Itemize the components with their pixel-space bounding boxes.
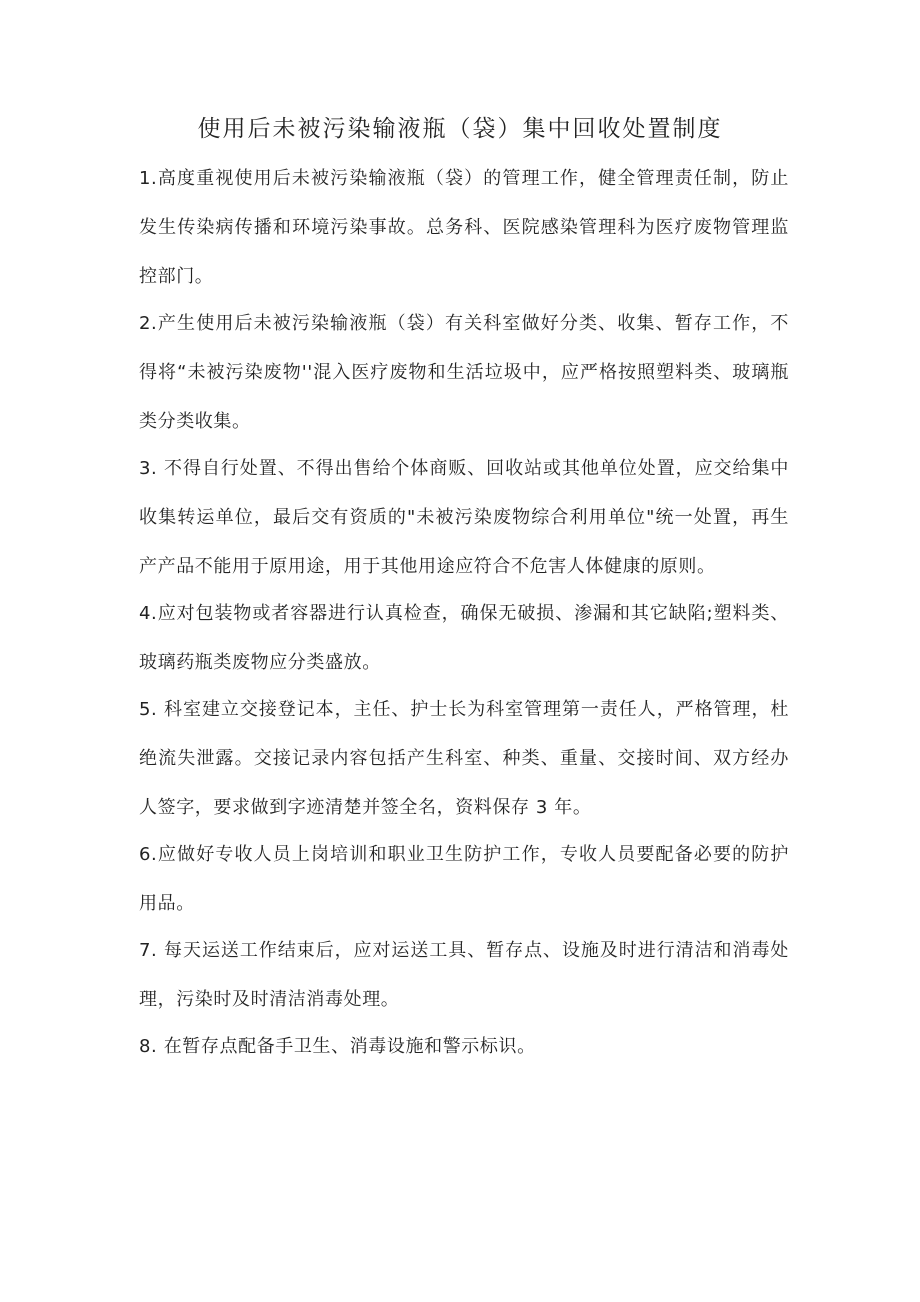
paragraph-4: 4.应对包装物或者容器进行认真检查，确保无破损、渗漏和其它缺陷;塑料类、玻璃药瓶类废物应分类盛放。 (139, 603, 789, 673)
paragraph-8: 8. 在暂存点配备手卫生、消毒设施和警示标识。 (139, 1036, 536, 1057)
document-body (139, 154, 789, 1069)
paragraph-2: 2.产生使用后未被污染输液瓶（袋）有关科室做好分类、收集、暂存工作，不得将“未被污染废物''混入医疗废物和生活垃圾中，应严格按照塑料类、玻璃瓶类分类收集。 (139, 313, 789, 432)
paragraph-1: 1.高度重视使用后未被污染输液瓶（袋）的管理工作，健全管理责任制，防止发生传染病传播和环境污染事故。总务科、医院感染管理科为医疗废物管理监控部门。 (139, 168, 789, 287)
paragraph-5: 5. 科室建立交接登记本，主任、护士长为科室管理第一责任人，严格管理，杜绝流失泄露。交接记录内容包括产生科室、种类、重量、交接时间、双方经办人签字，要求做到字迹清楚并签全名，资料保存 3 年。 (139, 699, 789, 818)
document-title: 使用后未被污染输液瓶（袋）集中回收处置制度 (197, 116, 723, 142)
paragraph-6: 6.应做好专收人员上岗培训和职业卫生防护工作，专收人员要配备必要的防护用品。 (139, 844, 789, 914)
paragraph-7: 7. 每天运送工作结束后，应对运送工具、暂存点、设施及时进行清洁和消毒处理，污染时及时清洁消毒处理。 (139, 940, 789, 1010)
paragraph-3: 3. 不得自行处置、不得出售给个体商贩、回收站或其他单位处置，应交给集中收集转运单位，最后交有资质的"未被污染废物综合利用单位"统一处置，再生产产品不能用于原用途，用于其他用途应符合不危害人体健康的原则。 (139, 458, 789, 577)
